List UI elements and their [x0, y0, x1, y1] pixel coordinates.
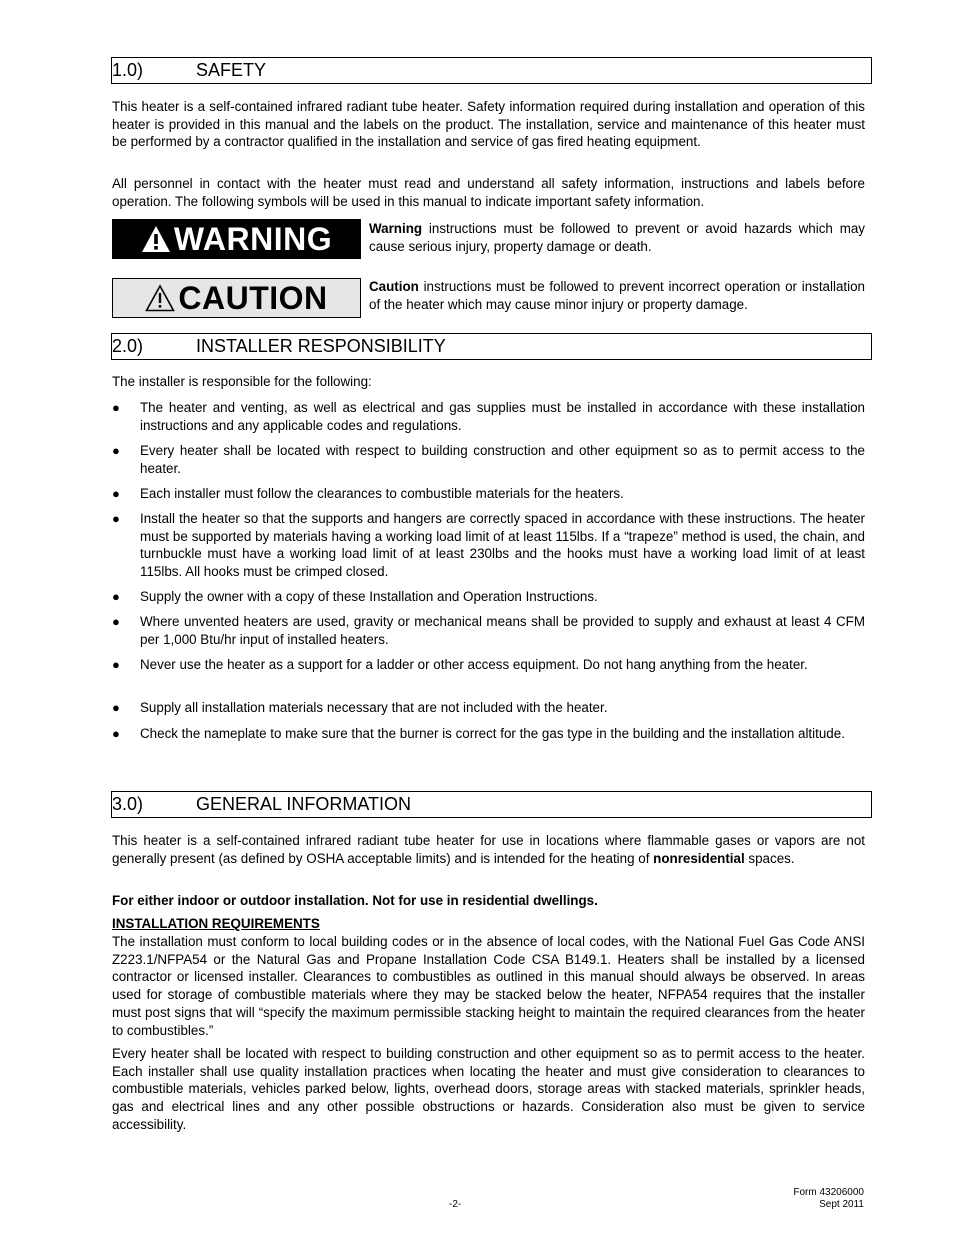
list-item-text: Check the nameplate to make sure that the burner is correct for the gas type in the building and the installation altitude. [140, 726, 845, 741]
safety-paragraph-1: This heater is a self-contained infrared radiant tube heater. Safety information required during installation and operation of this heater is provided in this manual and the labels on the product. The installation, service and maintenance of this heater must be performed by a contractor qualified in the installation and service of gas fired heating equipment. [112, 99, 865, 150]
installer-intro: The installer is responsible for the following: [112, 374, 372, 389]
general-paragraph-last: Every heater shall be located with respect to building construction and other equipment so as to permit access to the heater. Each installer shall use quality installation practices when locating the heater and must give consideration to clearances to combustible materials, vehicles parked below, lights, overhead doors, storage areas with stacked materials, sprinkler heads, gas and electrical lines and any other possible obstructions or hazards. Consideration also must be given to service accessibility. [112, 1046, 865, 1132]
caution-term: Caution [369, 279, 419, 294]
list-item-text: Where unvented heaters are used, gravity or mechanical means shall be provided to supply and exhaust at least 4 CFM per 1,000 Btu/hr input of installed heaters. [140, 614, 865, 647]
list-item-text: The heater and venting, as well as electrical and gas supplies must be installed in accordance with these installation instructions and any applicable codes and regulations. [140, 400, 865, 433]
caution-text: instructions must be followed to prevent incorrect operation or installation of the heater which may cause minor injury or property damage. [369, 279, 865, 312]
general-text: This heater is a self-contained infrared radiant tube heater for use in locations where flammable gases or vapors are not generally present (as defined by OSHA acceptable limits) and is intended for the heating of [112, 833, 865, 866]
section-title: INSTALLER RESPONSIBILITY [196, 336, 446, 356]
form-date: Sept 2011 [819, 1199, 864, 1210]
list-item-text: Supply all installation materials necessary that are not included with the heater. [140, 700, 608, 715]
section-number: 3.0) [112, 794, 144, 814]
warning-text: instructions must be followed to prevent or avoid hazards which may cause serious injury, property damage or death. [369, 221, 865, 254]
caution-sign [112, 278, 361, 318]
section-heading-installer [111, 333, 872, 360]
bullet-icon: ● [112, 589, 120, 604]
bullet-icon: ● [112, 511, 120, 526]
section-title: GENERAL INFORMATION [196, 794, 412, 814]
caution-description [369, 278, 865, 314]
section-heading-general [111, 791, 872, 818]
list-item-text: Never use the heater as a support for a ladder or other access equipment. Do not hang anything from the heater. [140, 657, 808, 672]
list-item-text: Supply the owner with a copy of these Installation and Operation Instructions. [140, 589, 598, 604]
installation-requirements-paragraph: The installation must conform to local building codes or in the absence of local codes, with the National Fuel Gas Code ANSI Z223.1/NFPA54 or the Natural Gas and Propane Installation Code CSA B149.1. Heaters shall be installed by a licensed contractor or licensed installer. Clearances to combustibles as outlined in this manual should always be observed. In areas used for storage of combustible materials where they may be stacked below the heater, NFPA54 requires that the installer must post signs that will “specify the maximum permissible stacking height to maintain the required clearances from the heater to combustibles.” [112, 934, 865, 1038]
warning-sign [112, 219, 361, 259]
form-number: Form 43206000 [793, 1187, 864, 1198]
general-paragraph-1 [112, 832, 865, 867]
warning-term: Warning [369, 221, 423, 236]
section-title: SAFETY [196, 60, 267, 80]
list-item-text: Install the heater so that the supports and hangers are correctly spaced in accordance with these instructions. The heater must be supported by materials having a working load limit of at least 115lbs. If a “trapeze” method is used, the chain, and turnbuckle must have a working load limit of at least 230lbs and the hooks must have a working load limit of at least 115lbs. All hooks must be crimped closed. [140, 511, 865, 580]
list-item-text: Every heater shall be located with respect to building construction and other equipment so as to permit access to the heater. [140, 443, 865, 476]
installation-requirements-heading: INSTALLATION REQUIREMENTS [112, 916, 320, 931]
list-item-text: Each installer must follow the clearances to combustible materials for the heaters. [140, 486, 624, 501]
bullet-icon: ● [112, 614, 120, 629]
section-number: 1.0) [112, 60, 144, 80]
bullet-icon: ● [112, 657, 120, 672]
bullet-icon: ● [112, 486, 120, 501]
page-number: -2- [449, 1199, 462, 1210]
bullet-icon: ● [112, 400, 120, 415]
warning-triangle-icon [141, 225, 171, 253]
indoor-outdoor-note: For either indoor or outdoor installation. Not for use in residential dwellings. [112, 893, 598, 908]
section-number: 2.0) [112, 336, 144, 356]
warning-sign-label: WARNING [173, 220, 333, 257]
section-heading-safety [111, 57, 872, 84]
bullet-icon: ● [112, 700, 120, 715]
caution-triangle-icon [145, 284, 175, 312]
nonresidential-term: nonresidential [653, 850, 745, 866]
general-text-end: spaces. [744, 850, 795, 866]
safety-paragraph-2: All personnel in contact with the heater must read and understand all safety information, instructions and labels before operation. The following symbols will be used in this manual to indicate important safety information. [112, 176, 865, 209]
caution-sign-label: CAUTION [178, 279, 328, 316]
bullet-icon: ● [112, 443, 120, 458]
bullet-icon: ● [112, 726, 120, 741]
warning-description [369, 220, 865, 256]
